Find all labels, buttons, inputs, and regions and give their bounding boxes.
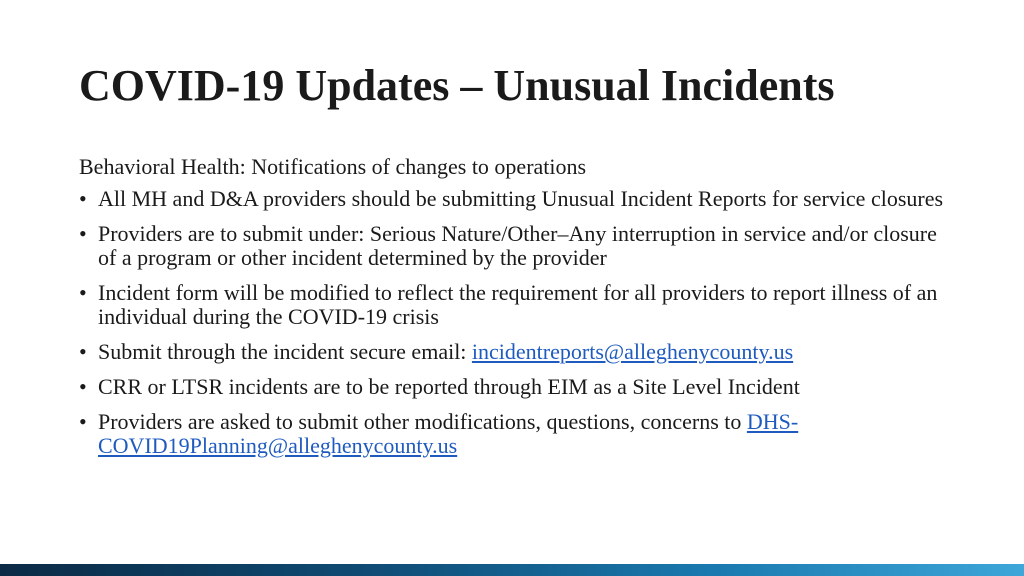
- bullet-text: Providers are asked to submit other modifications, questions, concerns to: [98, 409, 747, 434]
- bullet-item: [79, 340, 959, 364]
- intro-text: Behavioral Health: Notifications of changes to operations: [79, 154, 587, 179]
- footer-gradient-bar: [0, 564, 1024, 576]
- bullet-text: CRR or LTSR incidents are to be reported through EIM as a Site Level Incident: [98, 374, 800, 399]
- bullet-item: [79, 187, 959, 211]
- bullet-text: Providers are to submit under: Serious Nature/Other–Any interruption in service and/or closure of a program or other incident determined by the provider: [98, 221, 937, 270]
- slide-title: COVID-19 Updates – Unusual Incidents: [79, 61, 835, 110]
- bullet-item: [79, 281, 959, 329]
- bullet-text: Incident form will be modified to reflect the requirement for all providers to report illness of an individual during the COVID-19 crisis: [98, 280, 938, 329]
- bullet-list: [79, 187, 959, 458]
- incident-email-link[interactable]: incidentreports@alleghenycounty.us: [471, 339, 794, 364]
- bullet-text: All MH and D&A providers should be submitting Unusual Incident Reports for service closures: [98, 186, 944, 211]
- bullet-item: [79, 222, 959, 270]
- covid-planning-email-link[interactable]: DHS-COVID19Planning@alleghenycounty.us: [98, 409, 799, 458]
- bullet-item: [79, 410, 959, 458]
- bullet-text: Submit through the incident secure email:: [98, 339, 472, 364]
- slide-content: [79, 155, 959, 469]
- bullet-item: [79, 375, 959, 399]
